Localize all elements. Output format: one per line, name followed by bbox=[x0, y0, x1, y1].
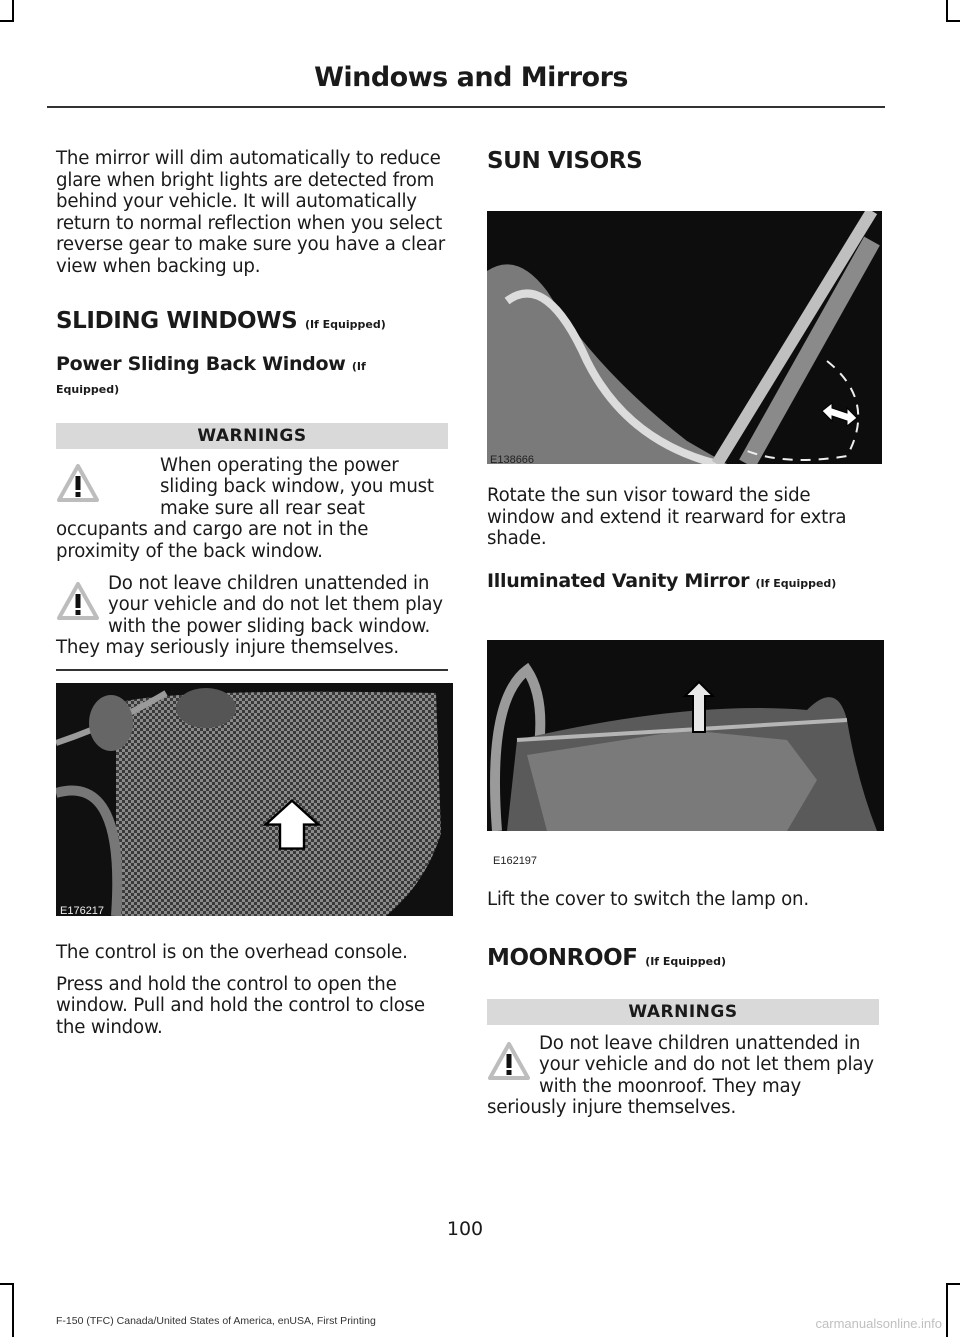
warnings-bar: WARNINGS bbox=[56, 423, 448, 449]
warning-block-2 bbox=[56, 573, 448, 671]
header-divider bbox=[47, 106, 885, 108]
edition-line: F-150 (TFC) Canada/United States of America, enUSA, First Printing bbox=[56, 1315, 376, 1327]
moonroof-title: MOONROOF bbox=[487, 944, 638, 971]
figure-code-sun-visor: E138666 bbox=[490, 454, 535, 466]
vanity-mirror-heading bbox=[487, 570, 879, 592]
sun-visors-heading: SUN VISORS bbox=[487, 148, 643, 174]
crop-mark-tr-h bbox=[946, 20, 960, 22]
crop-mark-tl-v bbox=[12, 0, 14, 20]
sliding-windows-suffix: (If Equipped) bbox=[304, 317, 386, 331]
crop-mark-br-v bbox=[946, 1285, 948, 1337]
vanity-mirror-title: Illuminated Vanity Mirror bbox=[487, 569, 750, 592]
sun-visor-illustration bbox=[487, 211, 882, 464]
page-number: 100 bbox=[446, 1218, 484, 1240]
left-column-lower bbox=[56, 942, 448, 1052]
moonroof-warning-text: Do not leave children unattended in your vehicle and do not let them play with the moonroof. They may seriously injure themselves. bbox=[487, 1032, 874, 1119]
mirror-dimming-text: The mirror will dim automatically to reduce glare when bright lights are detected from behind your vehicle. It will automatically return to normal reflection when you select reverse gear to make sure you have a clear view when backing up. bbox=[56, 148, 446, 277]
press-hold-text: Press and hold the control to open the window. Pull and hold the control to close the window. bbox=[56, 973, 425, 1038]
vanity-mirror-illustration bbox=[487, 640, 884, 831]
crop-mark-tr-v bbox=[946, 0, 948, 20]
sliding-windows-title: SLIDING WINDOWS bbox=[56, 307, 298, 334]
moonroof-suffix: (If Equipped) bbox=[645, 954, 727, 968]
sliding-windows-heading bbox=[56, 308, 448, 334]
left-column bbox=[56, 148, 448, 671]
figure-code-left: E176217 bbox=[60, 905, 105, 917]
sun-visor-figure bbox=[487, 211, 882, 464]
power-sliding-title: Power Sliding Back Window bbox=[56, 352, 346, 375]
power-sliding-heading bbox=[56, 352, 448, 379]
overhead-console-text: The control is on the overhead console. bbox=[56, 942, 408, 963]
warning-block-1 bbox=[56, 455, 448, 563]
rotate-visor-text: Rotate the sun visor toward the side window and extend it rearward for extra shade. bbox=[487, 485, 847, 550]
crop-mark-tl-h bbox=[0, 20, 14, 22]
right-column-lower bbox=[487, 889, 879, 1119]
lift-cover-text: Lift the cover to switch the lamp on. bbox=[487, 889, 809, 910]
watermark: carmanualsonline.info bbox=[815, 1316, 942, 1331]
right-column-top bbox=[487, 148, 879, 174]
vanity-mirror-suffix: (If Equipped) bbox=[755, 576, 837, 590]
overhead-console-illustration bbox=[56, 683, 453, 916]
warning-triangle-icon bbox=[56, 581, 100, 621]
page-title: Windows and Mirrors bbox=[314, 62, 628, 93]
warning-text-1: When operating the power sliding back window, you must make sure all rear seat occupants and cargo are not in the proximity of the back window. bbox=[56, 454, 434, 562]
power-sliding-suffix-1: (If bbox=[351, 359, 366, 373]
moonroof-heading bbox=[487, 945, 879, 971]
vanity-mirror-figure bbox=[487, 640, 884, 831]
warning-triangle-icon bbox=[56, 463, 100, 503]
right-column-mid bbox=[487, 485, 879, 592]
moonroof-warning-block bbox=[487, 1033, 879, 1119]
moonroof-warnings-bar: WARNINGS bbox=[487, 999, 879, 1025]
power-sliding-suffix-2: Equipped) bbox=[56, 382, 120, 396]
crop-mark-br-h bbox=[946, 1283, 960, 1285]
figure-code-vanity: E162197 bbox=[493, 855, 538, 867]
crop-mark-bl-h bbox=[0, 1283, 14, 1285]
warning-text-2: Do not leave children unattended in your vehicle and do not let them play with the power sliding back window. They may seriously injure themselves. bbox=[56, 572, 443, 659]
warning-triangle-icon bbox=[487, 1041, 531, 1081]
overhead-console-figure bbox=[56, 683, 453, 916]
crop-mark-bl-v bbox=[12, 1285, 14, 1337]
